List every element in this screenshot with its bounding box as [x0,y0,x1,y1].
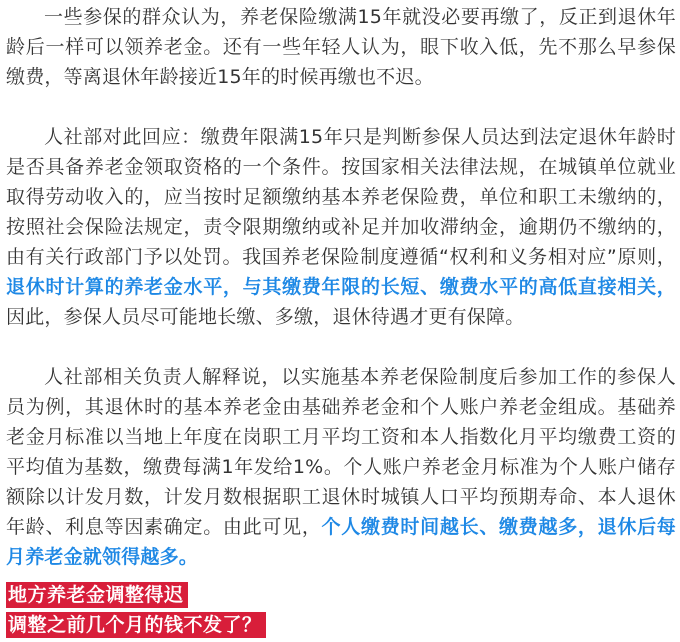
section-headline [6,582,676,642]
paragraph-spacer [6,332,676,362]
paragraph-1-text: 一些参保的群众认为，养老保险缴满15年就没必要再缴了，反正到退休年龄后一样可以领养老金。还有一些年轻人认为，眼下收入低，先不那么早参保缴费，等离退休年龄接近15年的时候再缴也不迟。 [6,6,676,88]
paragraph-1 [6,2,676,92]
paragraph-3-text: 人社部相关负责人解释说，以实施基本养老保险制度后参加工作的参保人员为例，其退休时的基本养老金由基础养老金和个人账户养老金组成。基础养老金月标准以当地上年度在岗职工月平均工资和本人指数化月平均缴费工资的平均值为基数，缴费每满1年发给1%。个人账户养老金月标准为个人账户储存额除以计发月数，计发月数根据职工退休时城镇人口平均预期寿命、本人退休年龄、利息等因素确定。由此可见， [6,366,676,538]
paragraph-3-highlight: 个人缴费时间越长、缴费越多，退休后每月养老金就领得越多。 [6,516,677,568]
section-headline-line-1: 地方养老金调整得迟 [6,582,188,608]
article-body [6,2,676,642]
paragraph-2-text-end: 因此，参保人员尽可能地长缴、多缴，退休待遇才更有保障。 [6,306,525,328]
paragraph-spacer [6,92,676,122]
paragraph-2 [6,122,676,332]
paragraph-3 [6,362,676,572]
section-headline-line-2: 调整之前几个月的钱不发了？ [6,612,266,638]
paragraph-2-highlight: 退休时计算的养老金水平，与其缴费年限的长短、缴费水平的高低直接相关， [6,276,676,298]
paragraph-2-text: 人社部对此回应：缴费年限满15年只是判断参保人员达到法定退休年龄时是否具备养老金领取资格的一个条件。按国家相关法律法规，在城镇单位就业取得劳动收入的，应当按时足额缴纳基本养老保险费，单位和职工未缴纳的，按照社会保险法规定，责令限期缴纳或补足并加收滞纳金，逾期仍不缴纳的，由有关行政部门予以处罚。我国养老保险制度遵循“权利和义务相对应”原则， [6,126,676,268]
